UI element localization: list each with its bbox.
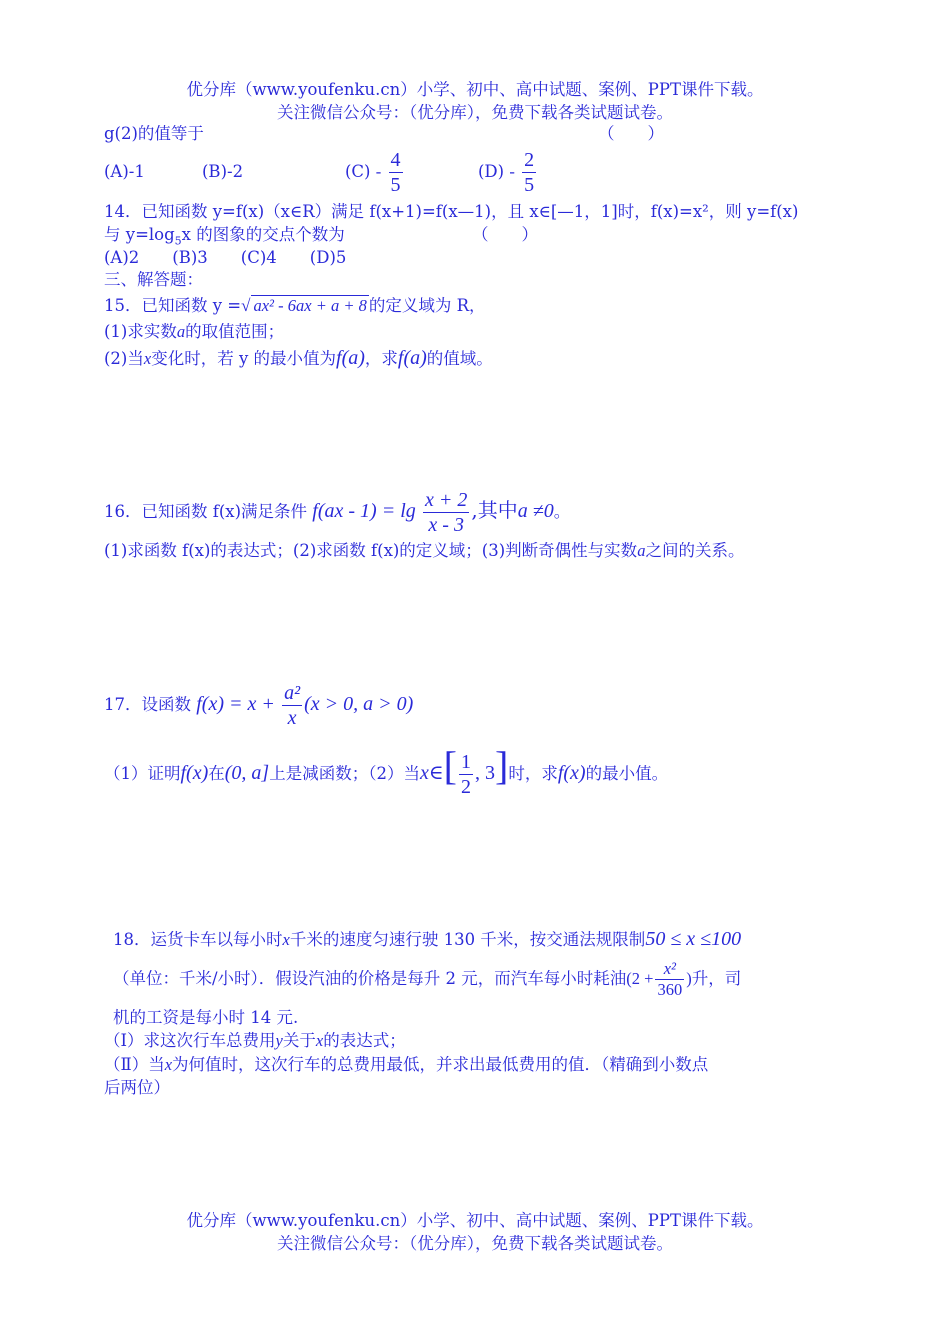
q17-prefix: 17．设函数 [104, 695, 191, 714]
q18-part-2-x: x [164, 1055, 173, 1074]
q17-half-fraction [459, 752, 473, 797]
q17-part-1-text-a: （1）证明 [104, 764, 181, 783]
q16-line-1 [104, 482, 570, 540]
q18-part-1-text-c: 的表达式； [323, 1031, 406, 1050]
q17-fraction [282, 683, 302, 728]
q13-option-d-fraction [522, 150, 536, 195]
q15-part-1-var: a [176, 322, 186, 341]
q15-radicand: ax² - 6ax + a + 8 [253, 296, 367, 315]
footer-line-1: 优分库（www.youfenku.cn）小学、初中、高中试题、案例、PPT课件下载。 [186, 1211, 764, 1230]
q18-line-2 [113, 954, 741, 1004]
q15-part-2-f2: f(a) [397, 347, 427, 369]
q17-part-1-f: f(x) [180, 762, 209, 784]
q14-line-2-text-b: x 的图象的交点个数为 [181, 225, 345, 244]
q18-fuel-numerator: x² [655, 961, 684, 981]
q13-option-c-denominator: 5 [390, 174, 401, 196]
q16-denominator: x - 3 [428, 514, 464, 536]
q18-part-1-text-a: （Ⅰ）求这次行车总费用 [104, 1031, 276, 1050]
q17-lhs: f(x) = x + [196, 693, 275, 715]
q13-option-c-label: (C) [345, 162, 371, 181]
q17-numerator: a² [284, 682, 301, 704]
q13-option-d-label: (D) [478, 162, 505, 181]
q18-part-2-continued: 后两位） [104, 1078, 170, 1097]
q15-part-2-text-a: (2)当 [104, 349, 144, 368]
footer-line-2: 关注微信公众号：（优分库），免费下载各类试题试卷。 [277, 1234, 673, 1253]
q13-stem: g(2)的值等于 [104, 124, 204, 143]
q18-part-2-text-b: 为何值时，这次行车的总费用最低，并求出最低费用的值．（精确到小数点 [172, 1055, 709, 1074]
q15-prefix: 15．已知函数 y = [104, 296, 242, 315]
q18-line-1-text-a: 18．运货卡车以每小时 [113, 930, 283, 949]
q17-half-numerator: 1 [460, 751, 471, 773]
q16-line-2-var: a [637, 541, 646, 560]
q14-log-base: 5 [174, 234, 182, 248]
q13-option-c [345, 148, 405, 196]
q18-part-2-text-a: （Ⅱ）当 [104, 1055, 165, 1074]
q15-part-1-text-a: (1)求实数 [104, 322, 177, 341]
q14-options: (A)2 (B)3 (C)4 (D)5 [104, 248, 347, 267]
section-heading: 三、解答题： [104, 270, 203, 289]
q13-option-c-numerator: 4 [390, 149, 401, 171]
q17-interval: (0, a] [224, 762, 270, 784]
q13-option-d-denominator: 5 [524, 174, 535, 196]
q15-part-2-f1: f(a) [336, 347, 365, 369]
q18-line-1-text-b: 千米的速度匀速行驶 130 千米，按交通法规限制 [289, 930, 646, 949]
q17-condition: (x > 0, a > 0) [304, 693, 414, 715]
q16-line-2-text-b: 之间的关系。 [645, 541, 745, 560]
q18-line-1-var: x [282, 930, 290, 949]
header-line-2: 关注微信公众号：（优分库），免费下载各类试题试卷。 [277, 103, 673, 122]
q17-part-2-text-c: 的最小值。 [585, 764, 669, 783]
q16-line-2-text-a: (1)求函数 f(x)的表达式；(2)求函数 f(x)的定义域；(3)判断奇偶性与实数 [104, 541, 638, 560]
q13-option-d [478, 148, 538, 196]
q16-mid: ,其中 [471, 498, 518, 522]
q18-fuel-open: (2 + [626, 969, 654, 988]
q14-line-1: 14．已知函数 y=f(x)（x∈R）满足 f(x+1)=f(x—1)，且 x∈[—1，1]时，f(x)=x²，则 y=f(x) [104, 202, 799, 221]
q15-part-2-text-b: 变化时，若 y 的最小值为 [151, 349, 337, 368]
q14-answer-blank: （ ） [472, 225, 538, 244]
q17-half-denominator: 2 [460, 776, 471, 798]
q16-end: 。 [553, 502, 571, 521]
q15-part-2 [104, 348, 493, 369]
q14-line-2-text-a: 与 y=log [104, 225, 175, 244]
q13-answer-blank: （ ） [598, 124, 664, 143]
q17-part-1-text-b: 在 [208, 764, 225, 783]
q17-part-1-text-c: 上是减函数；（2）当 [269, 764, 420, 783]
q13-option-b: (B)-2 [202, 162, 244, 181]
q15-part-2-var: x [143, 349, 152, 368]
q17-part-2-var: x∈ [419, 762, 444, 784]
q15-part-2-text-d: 的值域。 [426, 349, 493, 368]
q17-denominator: x [287, 707, 297, 729]
q13-option-c-fraction [389, 150, 403, 195]
q16-numerator: x + 2 [425, 489, 468, 511]
q17-part-2-text-b: 时，求 [508, 764, 558, 783]
q17-interval-end: , 3 [474, 762, 495, 784]
q18-part-1-x: x [315, 1031, 324, 1050]
q17-line-2: （1）证明f(x)在(0, a]上是减函数；（2）当x∈[ $\frac{1}{2}$ , 3]时，求f(x)的最小值。 [104, 743, 669, 798]
header-line-1: 优分库（www.youfenku.cn）小学、初中、高中试题、案例、PPT课件下载。 [186, 80, 764, 99]
q16-line-2 [104, 541, 744, 561]
q13-option-a: (A)-1 [104, 162, 145, 181]
q13-option-d-sign: - [509, 162, 515, 181]
q18-line-2-text-a: （单位：千米/小时）．假设汽油的价格是每升 2 元，而汽车每小时耗油 [113, 969, 627, 988]
q16-prefix: 16．已知函数 f(x)满足条件 [104, 502, 308, 521]
q18-line-1 [113, 929, 741, 950]
q16-fraction [423, 490, 469, 535]
q15-part-1 [104, 322, 284, 342]
q18-line-2-text-b: 升，司 [691, 969, 742, 988]
q13-option-d-numerator: 2 [524, 149, 535, 171]
q15-line-1: 15．已知函数 y =√ ax² - 6ax + a + 8 的定义域为 R， [104, 296, 486, 315]
q15-part-1-text-b: 的取值范围； [185, 322, 285, 341]
q18-part-2 [104, 1055, 708, 1075]
q18-part-1 [104, 1031, 406, 1051]
q18-fuel-denominator: 360 [657, 980, 683, 999]
q18-fuel-fraction [655, 958, 684, 999]
q18-fuel-close: ) [686, 969, 692, 988]
q15-part-2-text-c: ，求 [364, 349, 398, 368]
q16-lhs: f(ax - 1) = lg [312, 500, 416, 522]
q13-option-c-sign: - [375, 162, 382, 181]
q18-part-1-text-b: 关于 [282, 1031, 316, 1050]
q15-suffix: 的定义域为 R， [368, 296, 486, 315]
q17-part-2-f: f(x) [557, 762, 586, 784]
q16-condition: a ≠0 [517, 500, 554, 522]
q18-speed-limit: 50 ≤ x ≤100 [645, 928, 742, 950]
q18-line-3: 机的工资是每小时 14 元. [113, 1008, 299, 1027]
q17-line-1 [104, 676, 413, 733]
q18-part-1-y: y [275, 1031, 283, 1050]
